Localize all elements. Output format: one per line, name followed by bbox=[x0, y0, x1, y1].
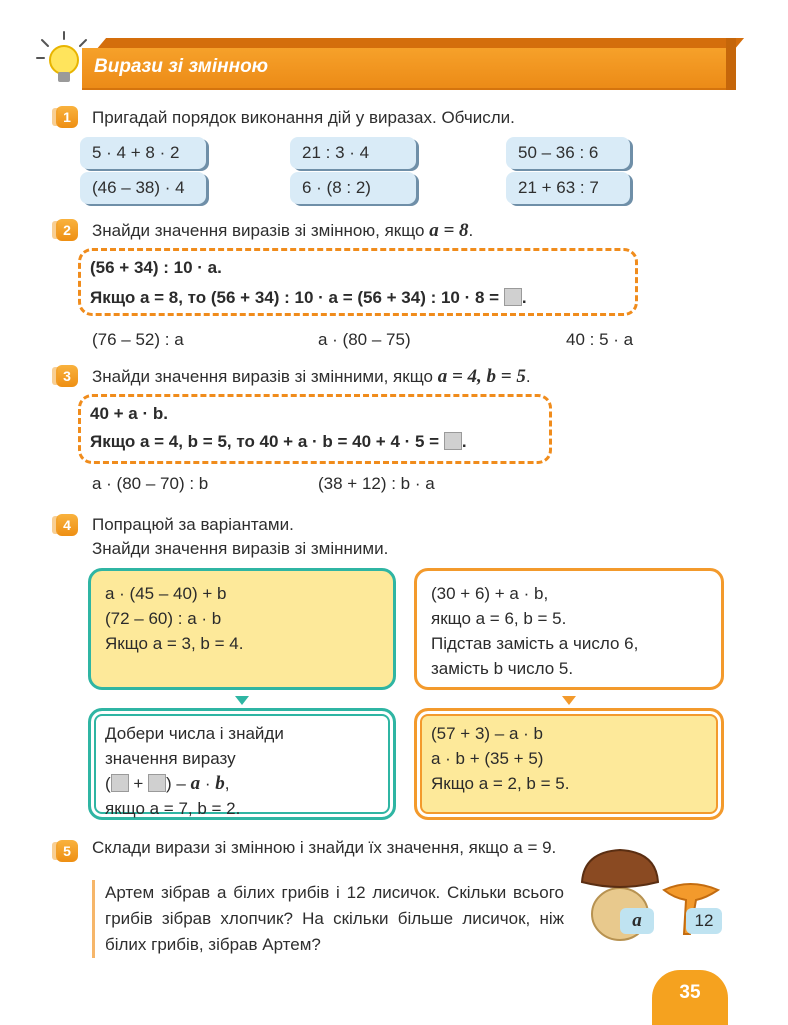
tag-12: 12 bbox=[686, 908, 722, 934]
variant-left-bottom bbox=[88, 708, 396, 820]
task4-text-1: Попрацюй за варіантами. bbox=[92, 515, 294, 534]
page-title: Вирази зі змінною bbox=[94, 56, 269, 77]
box-line: Добери числа і знайди bbox=[105, 724, 284, 743]
expression: 40 : 5 · a bbox=[566, 330, 634, 349]
blank-square bbox=[111, 774, 129, 792]
task-number-2: 2 bbox=[56, 219, 78, 241]
box-line: (72 – 60) : a · b bbox=[105, 609, 222, 628]
task3-condition: a = 4, b = 5 bbox=[437, 366, 526, 387]
answer-square bbox=[444, 432, 462, 450]
task3-text: Знайди значення виразів зі змінними, якщо a = 4, b = 5. bbox=[92, 366, 531, 387]
example-line-2: Якщо a = 4, b = 5, то 40 + a · b = 40 + 4 · 5 = . bbox=[90, 432, 467, 451]
expression-pill: 21 : 3 · 4 bbox=[290, 137, 416, 169]
banner-side bbox=[726, 38, 736, 90]
box-line: значення виразу bbox=[105, 749, 236, 768]
expression: a · (80 – 70) : b bbox=[92, 474, 209, 493]
task2-condition: a = 8 bbox=[429, 220, 469, 241]
variant-left-top bbox=[88, 568, 396, 690]
expression-pill: 6 · (8 : 2) bbox=[290, 172, 416, 204]
example-line-2: Якщо a = 8, то (56 + 34) : 10 · a = (56 + 34) : 10 · 8 = . bbox=[90, 288, 527, 307]
arrow-down-icon bbox=[235, 696, 249, 705]
box-line: якщо a = 6, b = 5. bbox=[431, 609, 567, 628]
expression: (76 – 52) : a bbox=[92, 330, 184, 349]
box-line: Підстав замість a число 6, bbox=[431, 634, 639, 653]
expression-pill: 5 · 4 + 8 · 2 bbox=[80, 137, 206, 169]
task1-text: Пригадай порядок виконання дій у виразах. Обчисли. bbox=[92, 108, 515, 127]
blank-square bbox=[148, 774, 166, 792]
page-number: 35 bbox=[652, 970, 728, 1025]
box-line: (57 + 3) – a · b bbox=[431, 724, 543, 743]
answer-square bbox=[504, 288, 522, 306]
expression: a · (80 – 75) bbox=[318, 330, 411, 349]
expression-pill: 21 + 63 : 7 bbox=[506, 172, 630, 204]
expression-pill: (46 – 38) · 4 bbox=[80, 172, 206, 204]
tag-a: a bbox=[620, 908, 654, 934]
variant-right-top bbox=[414, 568, 724, 690]
box-line: a · b + (35 + 5) bbox=[431, 749, 544, 768]
box-line: Якщо a = 3, b = 4. bbox=[105, 634, 244, 653]
task4-text-2: Знайди значення виразів зі змінними. bbox=[92, 539, 389, 558]
variant-right-bottom bbox=[414, 708, 724, 820]
expression: (38 + 12) : b · a bbox=[318, 474, 435, 493]
box-line: замість b число 5. bbox=[431, 659, 574, 678]
task-number-3: 3 bbox=[56, 365, 78, 387]
box-line: ( + ) – a · b, bbox=[105, 773, 230, 794]
box-line: Якщо a = 2, b = 5. bbox=[431, 774, 570, 793]
task2-text: Знайди значення виразів зі змінною, якщо a = 8. bbox=[92, 220, 474, 241]
task5-text: Склади вирази зі змінною і знайди їх значення, якщо a = 9. bbox=[92, 838, 557, 857]
expression-pill: 50 – 36 : 6 bbox=[506, 137, 630, 169]
box-line: (30 + 6) + a · b, bbox=[431, 584, 549, 603]
arrow-down-icon bbox=[562, 696, 576, 705]
box-line: якщо a = 7, b = 2. bbox=[105, 799, 241, 818]
task-number-4: 4 bbox=[56, 514, 78, 536]
task-number-1: 1 bbox=[56, 106, 78, 128]
task5-story: Артем зібрав a білих грибів і 12 лисичок. Скільки всього грибів зібрав хлопчик? На скільки більше лисичок, ніж білих грибів, зібрав Артем? bbox=[92, 880, 564, 958]
box-line: a · (45 – 40) + b bbox=[105, 584, 227, 603]
example-line-1: 40 + a · b. bbox=[90, 404, 168, 423]
task-number-5: 5 bbox=[56, 840, 78, 862]
example-line-1: (56 + 34) : 10 · a. bbox=[90, 258, 222, 277]
